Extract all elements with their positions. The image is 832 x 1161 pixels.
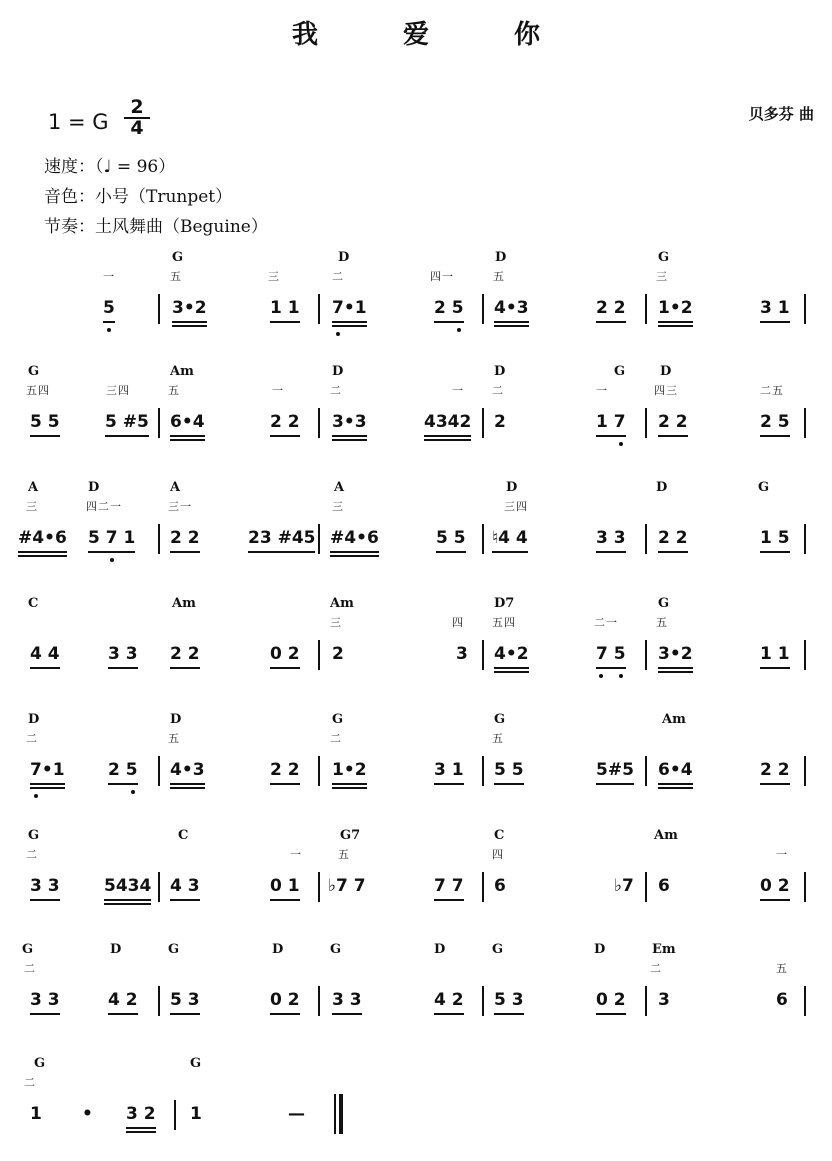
note-group: 4•2 [494, 644, 529, 664]
bass-fingering: 二五 [760, 384, 784, 397]
chord-symbol: D [272, 942, 284, 957]
underline [492, 551, 528, 553]
underline [108, 667, 138, 669]
chord-symbol: G [22, 942, 34, 957]
note-group: 4 4 [30, 644, 60, 664]
note-group: 1•2 [332, 760, 367, 780]
note-group: 2 5 [434, 298, 464, 318]
underline [332, 325, 367, 327]
note-group: 0 2 [760, 876, 790, 896]
note-group: 3 3 [30, 876, 60, 896]
underline [172, 321, 207, 323]
chord-symbol: C [494, 828, 505, 843]
chord-symbol: G [172, 250, 184, 265]
lower-octave-dot [599, 674, 603, 678]
key-signature: 1 = G [48, 110, 109, 134]
bass-fingering: 二 [24, 1076, 36, 1089]
bass-fingering: 五 [338, 848, 350, 861]
song-title: 我 爱 你 [291, 20, 579, 50]
barline [318, 756, 320, 786]
note-group: 7•1 [332, 298, 367, 318]
bass-fingering: 四一 [430, 270, 454, 283]
underline [30, 1013, 60, 1015]
underline [434, 321, 464, 323]
note-group: 3 3 [108, 644, 138, 664]
bass-fingering: 三 [656, 270, 668, 283]
note-group: 7 5 [596, 644, 626, 664]
note-group: 6•4 [658, 760, 693, 780]
chord-symbol: A [28, 480, 39, 495]
underline [270, 321, 300, 323]
underline [760, 667, 790, 669]
bass-fingering: 三 [26, 500, 38, 513]
bass-fingering: 三一 [168, 500, 192, 513]
note-group: 5 3 [494, 990, 524, 1010]
note-group: 6•4 [170, 412, 205, 432]
chord-symbol: G7 [340, 828, 361, 843]
underline [332, 439, 367, 441]
bass-fingering: 一 [103, 270, 115, 283]
barline [482, 640, 484, 670]
note-group: 3 2 [126, 1104, 156, 1124]
note-group: 7 7 [434, 876, 464, 896]
underline [126, 1127, 156, 1129]
underline [103, 321, 115, 323]
chord-symbol: G [34, 1056, 46, 1071]
bass-fingering: 四三 [654, 384, 678, 397]
underline [434, 1013, 464, 1015]
note-group: 5 #5 [105, 412, 149, 432]
time-signature-denominator: 4 [124, 117, 150, 138]
bass-fingering: 五 [170, 270, 182, 283]
chord-symbol: Em [652, 942, 676, 957]
barline [804, 294, 806, 324]
note-group: 1 [30, 1104, 42, 1124]
underline [126, 1131, 156, 1133]
barline [318, 872, 320, 902]
underline [332, 783, 367, 785]
note-group: 3 [456, 644, 468, 664]
time-signature [124, 98, 150, 138]
note-group: 5 5 [494, 760, 524, 780]
barline [645, 524, 647, 554]
underline [30, 783, 65, 785]
underline [424, 435, 471, 437]
bass-fingering: 五 [168, 732, 180, 745]
barline [804, 756, 806, 786]
note-group: 1 7 [596, 412, 626, 432]
note-group: 2 2 [170, 644, 200, 664]
barline [804, 872, 806, 902]
note-group: 2 2 [658, 412, 688, 432]
note-group: 23 #45 [248, 528, 316, 548]
barline [804, 524, 806, 554]
underline [494, 671, 529, 673]
note-group: 2 5 [108, 760, 138, 780]
note-group: 3 [658, 990, 670, 1010]
rhythm-line: 节奏：土风舞曲（Beguine） [44, 217, 268, 237]
underline [18, 555, 67, 557]
barline [645, 872, 647, 902]
underline [172, 325, 207, 327]
underline [436, 551, 466, 553]
barline [804, 986, 806, 1016]
note-group: 5 5 [30, 412, 60, 432]
underline [108, 1013, 138, 1015]
underline [104, 903, 151, 905]
bass-fingering: 五 [493, 270, 505, 283]
chord-symbol: D [170, 712, 182, 727]
note-group: 6 [494, 876, 506, 896]
note-group: ♭7 7 [328, 876, 366, 896]
bass-fingering: 三 [332, 500, 344, 513]
underline [332, 321, 367, 323]
chord-symbol: G [494, 712, 506, 727]
underline [170, 439, 205, 441]
lower-octave-dot [457, 328, 461, 332]
note-group: 1 5 [760, 528, 790, 548]
underline [424, 439, 471, 441]
lower-octave-dot [131, 790, 135, 794]
bass-fingering: 二 [26, 848, 38, 861]
underline [494, 667, 529, 669]
note-group: 2 2 [170, 528, 200, 548]
bass-fingering: 一 [272, 384, 284, 397]
underline [170, 787, 205, 789]
note-group: 3•2 [172, 298, 207, 318]
chord-symbol: D [338, 250, 350, 265]
note-group: 1•2 [658, 298, 693, 318]
lower-octave-dot [107, 328, 111, 332]
note-group: 5434 [104, 876, 152, 896]
underline [494, 783, 524, 785]
bass-fingering: 三 [330, 616, 342, 629]
composer-credit: 贝多芬 曲 [748, 105, 814, 123]
underline [170, 899, 200, 901]
chord-symbol: D7 [494, 596, 515, 611]
chord-symbol: G [332, 712, 344, 727]
chord-symbol: D [660, 364, 672, 379]
note-group: 2 2 [270, 412, 300, 432]
underline [434, 899, 464, 901]
bass-fingering: 三四 [106, 384, 130, 397]
lower-octave-dot [336, 332, 340, 336]
chord-symbol: G [28, 364, 40, 379]
barline [158, 756, 160, 786]
underline [330, 555, 379, 557]
note-group: 6 [658, 876, 670, 896]
bass-fingering: 二 [492, 384, 504, 397]
note-group: 3 3 [30, 990, 60, 1010]
note-group: — [288, 1104, 305, 1124]
bass-fingering: 二一 [594, 616, 618, 629]
chord-symbol: D [434, 942, 446, 957]
note-group: 2 [332, 644, 344, 664]
underline [596, 435, 626, 437]
barline [158, 408, 160, 438]
underline [330, 551, 379, 553]
bass-fingering: 二 [26, 732, 38, 745]
note-group: #4•6 [330, 528, 379, 548]
underline [658, 551, 688, 553]
underline [494, 325, 529, 327]
note-group: 7•1 [30, 760, 65, 780]
note-group: 2 2 [270, 760, 300, 780]
barline [482, 524, 484, 554]
lower-octave-dot [619, 674, 623, 678]
underline [88, 551, 135, 553]
note-group: 4•3 [494, 298, 529, 318]
underline [760, 551, 790, 553]
chord-symbol: D [110, 942, 122, 957]
barline [645, 640, 647, 670]
lower-octave-dot [619, 442, 623, 446]
bass-fingering: 四 [492, 848, 504, 861]
note-group: #4•6 [18, 528, 67, 548]
underline [248, 551, 315, 553]
underline [170, 1013, 200, 1015]
chord-symbol: A [170, 480, 181, 495]
underline [170, 435, 205, 437]
note-group: 2 2 [658, 528, 688, 548]
barline [645, 756, 647, 786]
barline [158, 524, 160, 554]
note-group: 1 1 [270, 298, 300, 318]
note-group: 3 1 [434, 760, 464, 780]
barline [482, 986, 484, 1016]
note-group: ♭7 [614, 876, 634, 896]
underline [596, 667, 626, 669]
note-group: ♮4 4 [492, 528, 528, 548]
barline [158, 872, 160, 902]
lower-octave-dot [110, 558, 114, 562]
barline [482, 294, 484, 324]
note-group: 3 3 [332, 990, 362, 1010]
note-group: 3•3 [332, 412, 367, 432]
chord-symbol: C [178, 828, 189, 843]
note-group: 3 3 [596, 528, 626, 548]
bass-fingering: 二 [330, 732, 342, 745]
underline [332, 1013, 362, 1015]
bass-fingering: 二 [330, 384, 342, 397]
underline [760, 321, 790, 323]
bass-fingering: 二 [650, 962, 662, 975]
bass-fingering: 五 [656, 616, 668, 629]
underline [108, 783, 138, 785]
note-group: 4342 [424, 412, 472, 432]
underline [760, 899, 790, 901]
underline [658, 325, 693, 327]
underline [30, 787, 65, 789]
bass-fingering: 二 [24, 962, 36, 975]
barline [482, 872, 484, 902]
chord-symbol: D [28, 712, 40, 727]
underline [104, 899, 151, 901]
underline [494, 1013, 524, 1015]
underline [658, 787, 693, 789]
underline [30, 667, 60, 669]
underline [332, 435, 367, 437]
barline [804, 640, 806, 670]
chord-symbol: G [614, 364, 626, 379]
note-group: 4 2 [108, 990, 138, 1010]
lower-octave-dot [34, 794, 38, 798]
bass-fingering: 三四 [504, 500, 528, 513]
bass-fingering: 五四 [492, 616, 516, 629]
note-group: 0 2 [270, 644, 300, 664]
barline [174, 1100, 176, 1130]
underline [332, 787, 367, 789]
barline [482, 756, 484, 786]
note-group: 2 2 [596, 298, 626, 318]
note-group: 1 1 [760, 644, 790, 664]
note-group: 5#5 [596, 760, 634, 780]
time-signature-numerator: 2 [130, 96, 144, 118]
bass-fingering: 五四 [26, 384, 50, 397]
underline [494, 321, 529, 323]
underline [760, 783, 790, 785]
barline [158, 294, 160, 324]
chord-symbol: Am [172, 596, 196, 611]
bass-fingering: 五 [492, 732, 504, 745]
barline [318, 294, 320, 324]
bass-fingering: 五 [168, 384, 180, 397]
barline [318, 986, 320, 1016]
bass-fingering: 一 [452, 384, 464, 397]
underline [270, 435, 300, 437]
note-group: 0 2 [270, 990, 300, 1010]
chord-symbol: D [495, 250, 507, 265]
note-group: 5 3 [170, 990, 200, 1010]
note-group: 6 [776, 990, 788, 1010]
bass-fingering: 四二一 [86, 500, 122, 513]
underline [270, 1013, 300, 1015]
underline [105, 435, 149, 437]
underline [270, 899, 300, 901]
barline [645, 986, 647, 1016]
timbre-line: 音色：小号（Trunpet） [44, 187, 233, 207]
note-group: 3•2 [658, 644, 693, 664]
chord-symbol: G [658, 596, 670, 611]
barline [804, 408, 806, 438]
note-group: 3 1 [760, 298, 790, 318]
tempo-line: 速度：（♩ = 96） [44, 157, 176, 177]
chord-symbol: A [334, 480, 345, 495]
chord-symbol: Am [662, 712, 686, 727]
bass-fingering: 一 [596, 384, 608, 397]
note-group: 4 3 [170, 876, 200, 896]
underline [658, 667, 693, 669]
final-barline-thick [339, 1094, 343, 1134]
barline [645, 294, 647, 324]
underline [658, 671, 693, 673]
chord-symbol: Am [330, 596, 354, 611]
bass-fingering: 三 [268, 270, 280, 283]
note-group: 0 1 [270, 876, 300, 896]
chord-symbol: D [332, 364, 344, 379]
chord-symbol: D [594, 942, 606, 957]
chord-symbol: G [758, 480, 770, 495]
chord-symbol: C [28, 596, 39, 611]
note-group: 5 [103, 298, 115, 318]
underline [658, 783, 693, 785]
barline [482, 408, 484, 438]
underline [596, 1013, 626, 1015]
note-group: 0 2 [596, 990, 626, 1010]
underline [658, 435, 688, 437]
underline [170, 551, 200, 553]
note-group: • [82, 1104, 93, 1124]
chord-symbol: Am [170, 364, 194, 379]
chord-symbol: G [658, 250, 670, 265]
chord-symbol: G [168, 942, 180, 957]
chord-symbol: D [656, 480, 668, 495]
underline [434, 783, 464, 785]
bass-fingering: 四 [452, 616, 464, 629]
barline [645, 408, 647, 438]
underline [596, 321, 626, 323]
underline [170, 783, 205, 785]
bass-fingering: 五 [776, 962, 788, 975]
bass-fingering: 一 [290, 848, 302, 861]
barline [158, 986, 160, 1016]
underline [170, 667, 200, 669]
underline [270, 783, 300, 785]
chord-symbol: D [494, 364, 506, 379]
note-group: 5 5 [436, 528, 466, 548]
note-group: 2 [494, 412, 506, 432]
underline [658, 321, 693, 323]
underline [760, 435, 790, 437]
note-group: 4•3 [170, 760, 205, 780]
barline [318, 408, 320, 438]
note-group: 2 2 [760, 760, 790, 780]
underline [18, 551, 67, 553]
underline [30, 435, 60, 437]
barline [318, 640, 320, 670]
chord-symbol: G [190, 1056, 202, 1071]
chord-symbol: G [492, 942, 504, 957]
underline [596, 783, 634, 785]
chord-symbol: G [330, 942, 342, 957]
bass-fingering: 二 [332, 270, 344, 283]
underline [30, 899, 60, 901]
note-group: 1 [190, 1104, 202, 1124]
underline [270, 667, 300, 669]
note-group: 5 7 1 [88, 528, 136, 548]
chord-symbol: D [88, 480, 100, 495]
chord-symbol: G [28, 828, 40, 843]
chord-symbol: D [506, 480, 518, 495]
bass-fingering: 一 [776, 848, 788, 861]
underline [596, 551, 626, 553]
chord-symbol: Am [654, 828, 678, 843]
final-barline-thin [334, 1094, 336, 1134]
note-group: 4 2 [434, 990, 464, 1010]
note-group: 2 5 [760, 412, 790, 432]
barline [318, 524, 320, 554]
